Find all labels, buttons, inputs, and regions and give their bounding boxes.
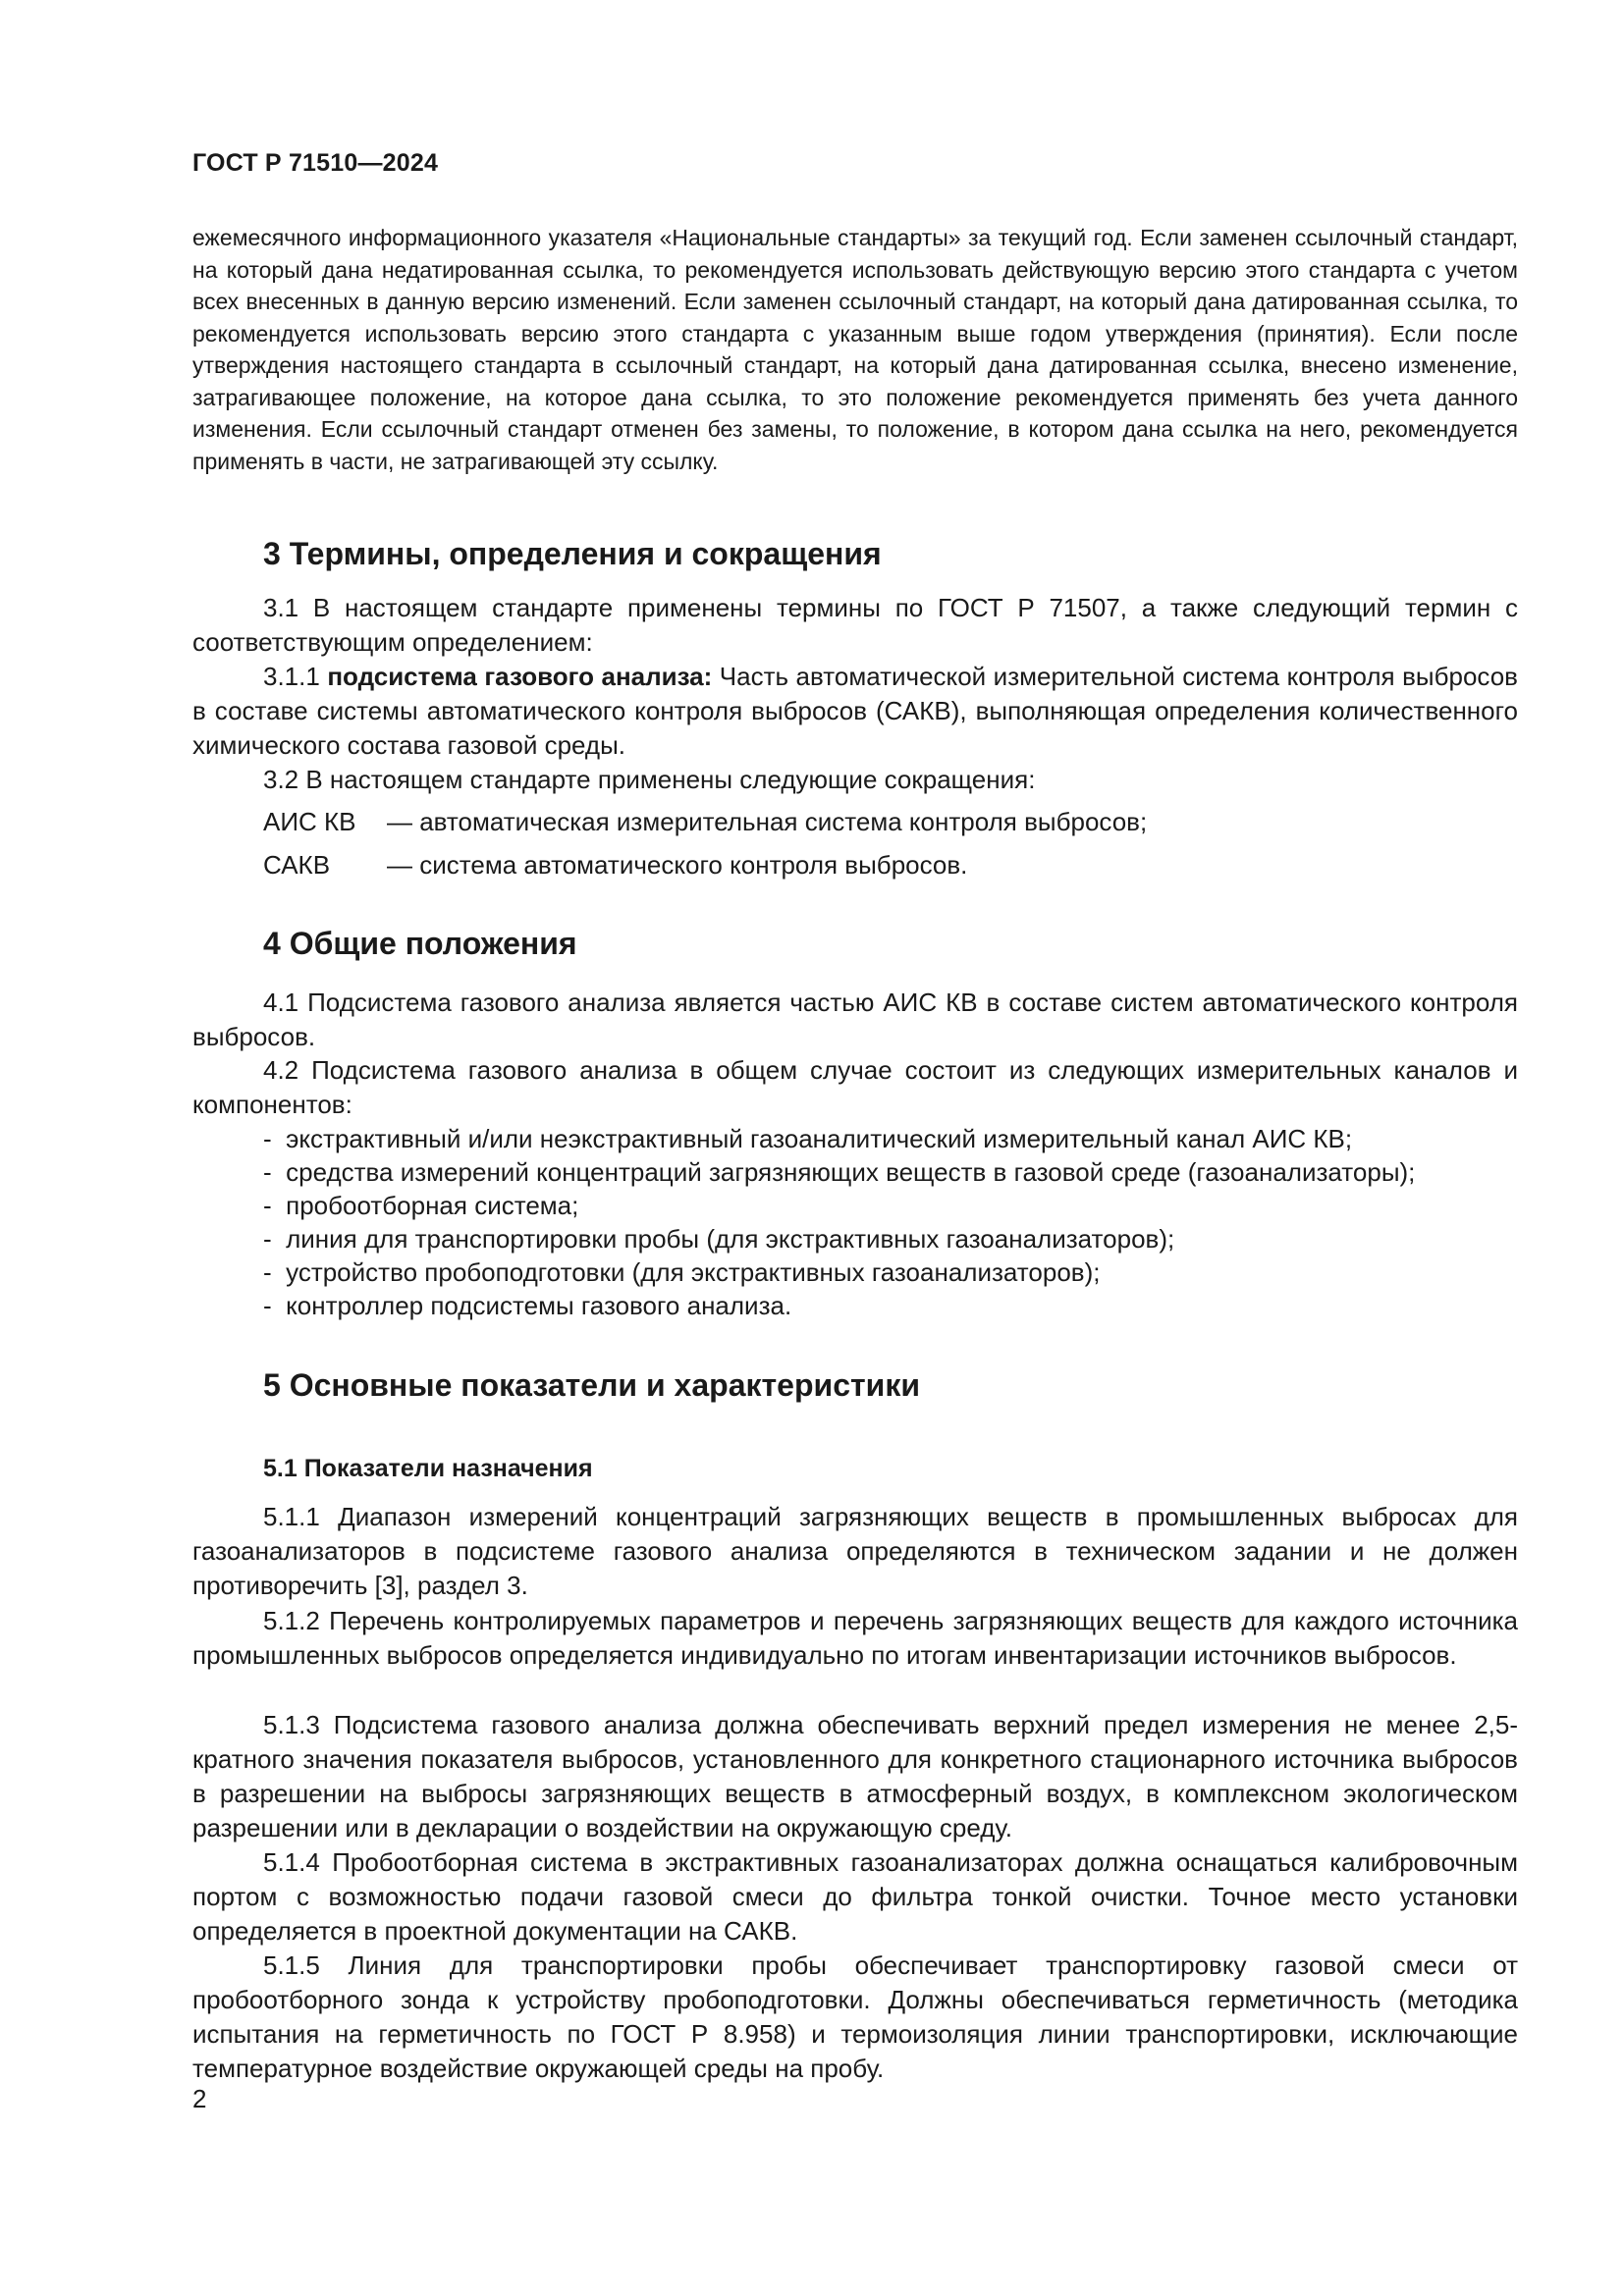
paragraph-5-1-1: 5.1.1 Диапазон измерений концентраций загрязняющих веществ в промышленных выбросах для газоанализаторов в подсистеме газового анализа определяются в техническом задании и не должен противоречить [3], раздел 3. (192, 1502, 1518, 1600)
paragraph-3-1-1 (192, 660, 1518, 763)
paragraph-5-1-3: 5.1.3 Подсистема газового анализа должна обеспечивать верхний предел измерения не менее 2,5-кратного значения показателя выбросов, установленного для конкретного стационарного источника выбросов в разрешении на выбросы загрязняющих веществ в атмосферный воздух, в комплексном экологическом разрешении или в декларации о воздействии на окружающую среду. (192, 1710, 1518, 1842)
list-item: - экстрактивный и/или неэкстрактивный газоаналитический измерительный канал АИС КВ; (263, 1122, 1540, 1155)
section-5-heading: 5 Основные показатели и характеристики (263, 1367, 921, 1403)
abbreviation-row (263, 805, 1147, 839)
paragraph-5-1-4: 5.1.4 Пробоотборная система в экстрактивных газоанализаторах должна оснащаться калибровочным портом с возможностью подачи газовой смеси до фильтра тонкой очистки. Точное место установки определяется в проектной документации на САКВ. (192, 1847, 1518, 1946)
abbreviation-value: — автоматическая измерительная система контроля выбросов; (387, 807, 1148, 836)
paragraph-3-1-1-number: 3.1.1 (263, 662, 328, 691)
abbreviation-row (263, 848, 967, 882)
list-item: - контроллер подсистемы газового анализа. (263, 1289, 1540, 1322)
section-3-heading: 3 Термины, определения и сокращения (263, 536, 882, 571)
subsection-5-1-heading: 5.1 Показатели назначения (263, 1455, 593, 1482)
standard-header: ГОСТ Р 71510—2024 (192, 149, 439, 177)
paragraph-5-1-5: 5.1.5 Линия для транспортировки пробы обеспечивает транспортировку газовой смеси от пробоотборного зонда к устройству пробоподготовки. Должны обеспечиваться герметичность (методика испытания на герметичность по ГОСТ Р 8.958) и термоизоляция линии транспортировки, исключающие температурное воздействие окружающей среды на пробу. (192, 1950, 1518, 2083)
abbreviation-key: САКВ (263, 850, 331, 880)
paragraph-4-1: 4.1 Подсистема газового анализа является частью АИС КВ в составе систем автоматического контроля выбросов. (192, 988, 1518, 1051)
list-item: - пробоотборная система; (263, 1189, 1540, 1222)
term-definition: Часть автоматической измерительной система контроля выбросов в составе системы автоматического контроля выбросов (САКВ), выполняющая определения количественного химического состава газовой среды. (192, 662, 1518, 760)
component-list (263, 1122, 1540, 1322)
paragraph-3-2: 3.2 В настоящем стандарте применены следующие сокращения: (263, 765, 1036, 794)
paragraph-5-1-2: 5.1.2 Перечень контролируемых параметров и перечень загрязняющих веществ для каждого источника промышленных выбросов определяется индивидуально по итогам инвентаризации источников выбросов. (192, 1606, 1518, 1670)
term-name: подсистема газового анализа: (327, 662, 713, 691)
list-item: - устройство пробоподготовки (для экстрактивных газоанализаторов); (263, 1255, 1540, 1289)
page-number: 2 (192, 2084, 207, 2113)
intro-paragraph: ежемесячного информационного указателя «Национальные стандарты» за текущий год. Если заменен ссылочный стандарт, на который дана недатированная ссылка, то рекомендуется использовать действующую версию этого стандарта с учетом всех внесенных в данную версию изменений. Если заменен ссылочный стандарт, на который дана датированная ссылка, то рекомендуется использовать версию этого стандарта с указанным выше годом утверждения (принятия). Если после утверждения настоящего стандарта в ссылочный стандарт, на который дана датированная ссылка, внесено изменение, затрагивающее положение, на которое дана ссылка, то это положение рекомендуется применять без учета данного изменения. Если ссылочный стандарт отменен без замены, то положение, в котором дана ссылка на него, рекомендуется применять в части, не затрагивающей эту ссылку. (192, 225, 1518, 474)
paragraph-4-2: 4.2 Подсистема газового анализа в общем случае состоит из следующих измерительных каналов и компонентов: (192, 1055, 1518, 1119)
paragraph-3-1: 3.1 В настоящем стандарте применены термины по ГОСТ Р 71507, а также следующий термин с соответствующим определением: (192, 593, 1518, 657)
abbreviation-value: — система автоматического контроля выбросов. (387, 850, 968, 880)
list-item: - средства измерений концентраций загрязняющих веществ в газовой среде (газоанализаторы); (263, 1155, 1540, 1189)
section-4-heading: 4 Общие положения (263, 926, 577, 961)
abbreviation-key: АИС КВ (263, 807, 356, 836)
list-item: - линия для транспортировки пробы (для экстрактивных газоанализаторов); (263, 1222, 1540, 1255)
